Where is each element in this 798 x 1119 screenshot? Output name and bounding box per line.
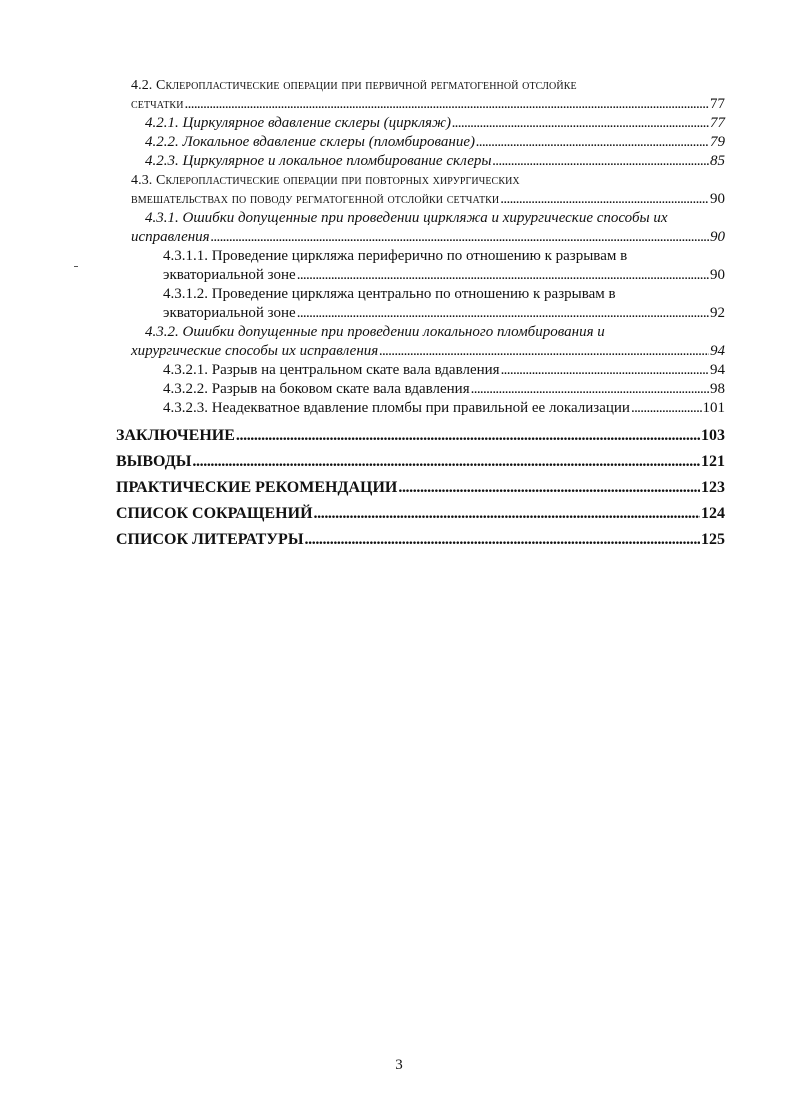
toc-page-number: 94 <box>710 362 725 378</box>
toc-page-number: 90 <box>710 229 725 245</box>
scan-mark <box>74 266 78 267</box>
toc-entry-title: 4.2.1. Циркулярное вдавление склеры (циркляж) <box>145 115 451 131</box>
toc-entry-4-3-1[interactable] <box>131 209 725 247</box>
leader-dots <box>297 304 709 323</box>
toc-entry-title: 4.3.2.3. Неадекватное вдавление пломбы при правильной ее локализации <box>163 400 630 416</box>
toc-entry-title: 4.3.1.2. Проведение циркляжа центрально по отношению к разрывам в <box>163 286 616 302</box>
leader-dots <box>236 426 700 446</box>
leader-dots <box>500 190 709 209</box>
toc-entry-title: 4.2.3. Циркулярное и локальное пломбирование склеры <box>145 153 492 169</box>
toc-page-number: 92 <box>710 305 725 321</box>
toc-page-number: 103 <box>701 427 725 444</box>
toc-entry-title: Склеропластические операции при повторных хирургических <box>156 173 520 188</box>
toc-entry-4-3-1-2[interactable] <box>163 285 725 323</box>
toc-page-number: 90 <box>710 267 725 283</box>
toc-entry-title: ВЫВОДЫ <box>116 453 192 470</box>
leader-dots <box>305 530 700 550</box>
toc-page-number: 94 <box>710 343 725 359</box>
toc-entry-recommendations[interactable] <box>116 478 725 498</box>
toc-entry-title: ЗАКЛЮЧЕНИЕ <box>116 427 235 444</box>
leader-dots <box>314 504 700 524</box>
toc-page-number: 85 <box>710 153 725 169</box>
toc-entry-title-cont: экваториальной зоне <box>163 267 296 283</box>
leader-dots <box>476 133 709 152</box>
toc-entry-4-3-2[interactable] <box>131 323 725 361</box>
leader-dots <box>631 399 702 418</box>
leader-dots <box>493 152 709 171</box>
toc-entry-title: 4.3.2.2. Разрыв на боковом скате вала вдавления <box>163 381 470 397</box>
toc-entry-title-cont: исправления <box>131 229 210 245</box>
toc-page-number: 101 <box>702 400 725 416</box>
toc-entry-title: 4.3.2.1. Разрыв на центральном скате вала вдавления <box>163 362 500 378</box>
toc-entry-references[interactable] <box>116 530 725 550</box>
toc-entry-title: СПИСОК СОКРАЩЕНИЙ <box>116 505 313 522</box>
toc-page-number: 98 <box>710 381 725 397</box>
toc-page-number: 90 <box>710 191 725 207</box>
toc-entry-title: 4.3.2. Ошибки допущенные при проведении локального пломбирования и <box>145 324 605 340</box>
toc-entry-number: 4.2. <box>131 78 153 93</box>
toc-entry-title: ПРАКТИЧЕСКИЕ РЕКОМЕНДАЦИИ <box>116 479 398 496</box>
toc-entry-number: 4.3. <box>131 173 153 188</box>
toc-entry-findings[interactable] <box>116 452 725 472</box>
toc-entry-abbreviations[interactable] <box>116 504 725 524</box>
toc-page-number: 125 <box>701 531 725 548</box>
leader-dots <box>452 114 709 133</box>
toc-page-number: 79 <box>710 134 725 150</box>
toc-entry-4-3-2-1[interactable] <box>163 361 725 380</box>
toc-entry-title: Склеропластические операции при первичной регматогенной отслойке <box>156 78 577 93</box>
toc-entry-4-2-1[interactable] <box>145 114 725 133</box>
leader-dots <box>192 452 700 472</box>
leader-dots <box>398 478 700 498</box>
toc-entry-4-3-1-1[interactable] <box>163 247 725 285</box>
leader-dots <box>211 228 709 247</box>
toc-page-number: 124 <box>701 505 725 522</box>
toc-page-number: 123 <box>701 479 725 496</box>
toc-entry-title: 4.2.2. Локальное вдавление склеры (пломбирование) <box>145 134 475 150</box>
leader-dots <box>501 361 709 380</box>
toc-page-number: 77 <box>710 96 725 112</box>
leader-dots <box>185 95 709 114</box>
toc-entry-conclusion[interactable] <box>116 426 725 446</box>
leader-dots <box>297 266 709 285</box>
toc-entry-title-cont: вмешательствах по поводу регматогенной отслойки сетчатки <box>131 192 500 207</box>
toc-entry-title-cont: хирургические способы их исправления <box>131 343 379 359</box>
toc-entry-4-3-2-3[interactable] <box>163 399 725 418</box>
toc-entry-title: СПИСОК ЛИТЕРАТУРЫ <box>116 531 304 548</box>
toc-entry-title-cont: сетчатки <box>131 97 184 112</box>
leader-dots <box>471 380 709 399</box>
toc-entry-4-3[interactable] <box>131 171 725 209</box>
toc-page-number: 121 <box>701 453 725 470</box>
toc-entry-title: 4.3.1.1. Проведение циркляжа периферично по отношению к разрывам в <box>163 248 628 264</box>
toc-entry-title: 4.3.1. Ошибки допущенные при проведении циркляжа и хирургические способы их <box>145 210 668 226</box>
toc-entry-4-2[interactable] <box>131 76 725 114</box>
toc-entry-title-cont: экваториальной зоне <box>163 305 296 321</box>
toc-entry-4-3-2-2[interactable] <box>163 380 725 399</box>
toc-entry-4-2-3[interactable] <box>145 152 725 171</box>
toc-page-number: 77 <box>710 115 725 131</box>
toc-entry-4-2-2[interactable] <box>145 133 725 152</box>
leader-dots <box>379 342 709 361</box>
page-number: 3 <box>395 1057 403 1073</box>
